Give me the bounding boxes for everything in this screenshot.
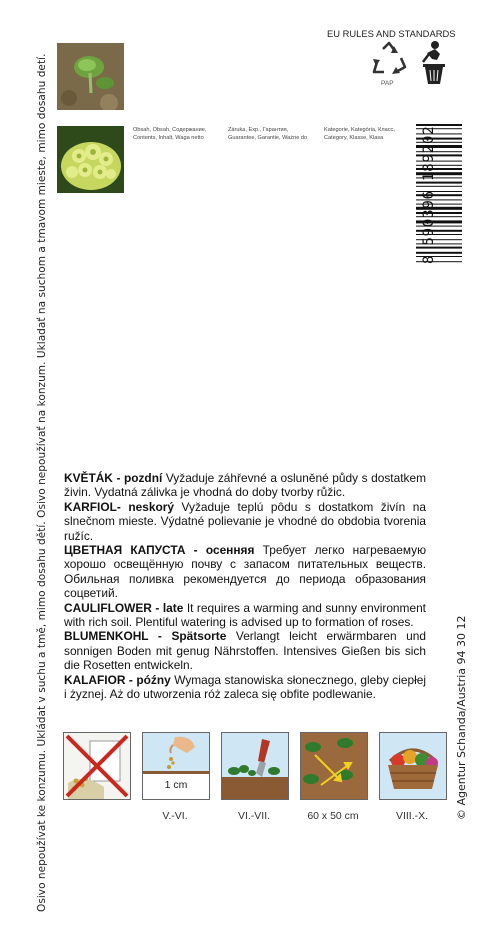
seedling-photo xyxy=(57,43,124,110)
barcode-digits: 8 590396 189202 xyxy=(421,125,437,264)
tidyman-bin-icon xyxy=(415,40,453,86)
harvest-basket-icon xyxy=(379,732,447,800)
category-label: Kategorie, Kategória, Класс, Category, Klasse, Klasa xyxy=(324,127,395,141)
description-en: CAULIFLOWER - late It requires a warming and sunny environment with rich soil. Plentiful watering is advised up to formation of roses. xyxy=(64,600,426,630)
sowing-hand-icon xyxy=(142,732,210,800)
description-sk: KARFIOL- neskorý Vyžaduje teplú pôdu s dostatkom živín na slnečnom mieste. Výdatné polievanie je vhodné do obdobia tvorenia ružíc. xyxy=(64,499,427,543)
guarantee-label: Záruka, Exp., Гарантия, Guarantee, Garantie, Ważne do xyxy=(228,127,308,141)
romanesco-photo xyxy=(57,126,124,193)
variety-descriptions xyxy=(64,471,426,702)
description-pl: KALAFIOR - późny Wymaga stanowiska słonecznego, gleby ciepłej i żyznej. Aż do utworzenia róż zaleca się obfite podlewanie. xyxy=(64,672,426,702)
storage-warning-text: Osivo nepoužívat ke konzumu. Ukládat v suchu a tmě, mimo dosahu dětí. Osivo nepoužívať na konzum. Ukladať na suchom a tmavom mieste, mimo dosahu detí. xyxy=(36,53,48,912)
pap-label: PAP xyxy=(381,80,394,87)
planting-period-label: VI.-VII. xyxy=(237,810,271,822)
planting-trowel-icon xyxy=(221,732,289,800)
spacing-label: 60 x 50 cm xyxy=(307,810,359,822)
description-ru: ЦВЕТНАЯ КАПУСТА - осенняя Требует легко нагреваемую хорошо освещённую почву с запасом питательных веществ. Обильная поливка рекомендуется до периода образования соцветий. xyxy=(64,543,426,601)
contents-label: Obsah, Obsah, Содержание, Contents, Inhalt, Waga netto xyxy=(133,127,207,141)
sowing-period-label: V.-VI. xyxy=(162,810,188,822)
harvest-period-label: VIII.-X. xyxy=(395,810,429,822)
sowing-depth-label: 1 cm xyxy=(164,779,188,791)
copyright-text: © Agentur Schanda/Austria 94 30 12 xyxy=(455,615,468,820)
no-consumption-icon xyxy=(63,732,131,800)
description-de: BLUMENKOHL - Spätsorte Verlangt leicht erwärmbaren und sonnigen Boden mit genug Nährstoffen. Intensives Gießen bis sich die Rosetten entwickeln. xyxy=(64,629,426,673)
plant-spacing-icon xyxy=(300,732,368,800)
eu-rules-label: EU RULES AND STANDARDS xyxy=(327,28,456,39)
recycle-icon xyxy=(370,41,408,77)
description-cs: KVĚTÁK - pozdní Vyžaduje záhřevné a osluněné půdy s dostatkem živin. Vydatná zálivka je vhodná do doby tvorby růžic. xyxy=(64,471,426,500)
